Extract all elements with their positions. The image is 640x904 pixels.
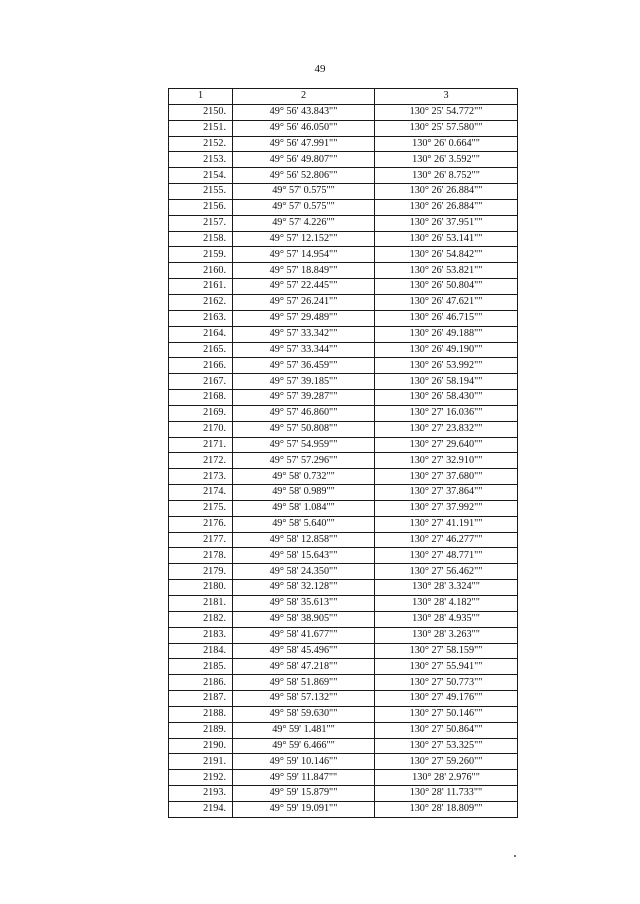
table-row: [169, 469, 518, 485]
longitude-cell: 130° 26' 58.430"": [375, 390, 518, 406]
row-number-cell: 2173.: [169, 469, 233, 485]
table-row: [169, 643, 518, 659]
table-row: [169, 279, 518, 295]
table-row: [169, 754, 518, 770]
row-number-cell: 2150.: [169, 104, 233, 120]
latitude-cell: 49° 58' 0.732"": [233, 469, 375, 485]
longitude-cell: 130° 27' 37.992"": [375, 500, 518, 516]
table-row: [169, 516, 518, 532]
longitude-cell: 130° 28' 18.809"": [375, 801, 518, 817]
row-number-cell: 2194.: [169, 801, 233, 817]
latitude-cell: 49° 57' 57.296"": [233, 453, 375, 469]
latitude-cell: 49° 57' 50.808"": [233, 421, 375, 437]
latitude-cell: 49° 59' 1.481"": [233, 722, 375, 738]
latitude-cell: 49° 57' 36.459"": [233, 358, 375, 374]
longitude-cell: 130° 26' 37.951"": [375, 215, 518, 231]
table-row: [169, 453, 518, 469]
table-row: [169, 184, 518, 200]
row-number-cell: 2160.: [169, 263, 233, 279]
row-number-cell: 2178.: [169, 548, 233, 564]
longitude-cell: 130° 28' 4.182"": [375, 596, 518, 612]
latitude-cell: 49° 57' 12.152"": [233, 231, 375, 247]
row-number-cell: 2154.: [169, 168, 233, 184]
longitude-cell: 130° 26' 46.715"": [375, 310, 518, 326]
longitude-cell: 130° 27' 32.910"": [375, 453, 518, 469]
latitude-cell: 49° 57' 18.849"": [233, 263, 375, 279]
row-number-cell: 2192.: [169, 770, 233, 786]
latitude-cell: 49° 58' 1.084"": [233, 500, 375, 516]
longitude-cell: 130° 26' 0.664"": [375, 136, 518, 152]
row-number-cell: 2159.: [169, 247, 233, 263]
table-row: [169, 675, 518, 691]
latitude-cell: 49° 56' 47.991"": [233, 136, 375, 152]
longitude-cell: 130° 27' 50.146"": [375, 706, 518, 722]
row-number-cell: 2166.: [169, 358, 233, 374]
row-number-cell: 2176.: [169, 516, 233, 532]
latitude-cell: 49° 58' 41.677"": [233, 627, 375, 643]
table-body: [169, 104, 518, 817]
row-number-cell: 2186.: [169, 675, 233, 691]
latitude-cell: 49° 58' 57.132"": [233, 691, 375, 707]
longitude-cell: 130° 27' 59.260"": [375, 754, 518, 770]
row-number-cell: 2184.: [169, 643, 233, 659]
latitude-cell: 49° 56' 52.806"": [233, 168, 375, 184]
latitude-cell: 49° 56' 43.843"": [233, 104, 375, 120]
row-number-cell: 2183.: [169, 627, 233, 643]
row-number-cell: 2174.: [169, 485, 233, 501]
row-number-cell: 2151.: [169, 120, 233, 136]
latitude-cell: 49° 58' 12.858"": [233, 532, 375, 548]
table-row: [169, 532, 518, 548]
row-number-cell: 2172.: [169, 453, 233, 469]
longitude-cell: 130° 27' 16.036"": [375, 405, 518, 421]
row-number-cell: 2193.: [169, 786, 233, 802]
longitude-cell: 130° 27' 29.640"": [375, 437, 518, 453]
table-row: [169, 152, 518, 168]
table-row: [169, 596, 518, 612]
table-row: [169, 500, 518, 516]
latitude-cell: 49° 57' 4.226"": [233, 215, 375, 231]
row-number-cell: 2189.: [169, 722, 233, 738]
row-number-cell: 2188.: [169, 706, 233, 722]
longitude-cell: 130° 27' 37.680"": [375, 469, 518, 485]
longitude-cell: 130° 27' 37.864"": [375, 485, 518, 501]
table-row: [169, 659, 518, 675]
longitude-cell: 130° 27' 53.325"": [375, 738, 518, 754]
latitude-cell: 49° 58' 38.905"": [233, 611, 375, 627]
row-number-cell: 2175.: [169, 500, 233, 516]
latitude-cell: 49° 59' 6.466"": [233, 738, 375, 754]
row-number-cell: 2179.: [169, 564, 233, 580]
longitude-cell: 130° 28' 11.733"": [375, 786, 518, 802]
longitude-cell: 130° 27' 46.277"": [375, 532, 518, 548]
latitude-cell: 49° 57' 0.575"": [233, 184, 375, 200]
latitude-cell: 49° 59' 15.879"": [233, 786, 375, 802]
latitude-cell: 49° 57' 46.860"": [233, 405, 375, 421]
longitude-cell: 130° 27' 23.832"": [375, 421, 518, 437]
table-row: [169, 104, 518, 120]
latitude-cell: 49° 57' 22.445"": [233, 279, 375, 295]
row-number-cell: 2164.: [169, 326, 233, 342]
table-row: [169, 437, 518, 453]
table-row: [169, 722, 518, 738]
longitude-cell: 130° 27' 48.771"": [375, 548, 518, 564]
latitude-cell: 49° 57' 26.241"": [233, 294, 375, 310]
table-row: [169, 485, 518, 501]
table-row: [169, 310, 518, 326]
table-row: [169, 691, 518, 707]
longitude-cell: 130° 27' 55.941"": [375, 659, 518, 675]
table-row: [169, 390, 518, 406]
latitude-cell: 49° 58' 32.128"": [233, 580, 375, 596]
latitude-cell: 49° 58' 45.496"": [233, 643, 375, 659]
table-row: [169, 421, 518, 437]
row-number-cell: 2167.: [169, 374, 233, 390]
longitude-cell: 130° 26' 26.884"": [375, 199, 518, 215]
table-header-row: [169, 89, 518, 105]
row-number-cell: 2156.: [169, 199, 233, 215]
latitude-cell: 49° 58' 59.630"": [233, 706, 375, 722]
table-row: [169, 136, 518, 152]
latitude-cell: 49° 56' 46.050"": [233, 120, 375, 136]
row-number-cell: 2161.: [169, 279, 233, 295]
column-header-number: 1: [169, 89, 233, 105]
longitude-cell: 130° 27' 49.176"": [375, 691, 518, 707]
latitude-cell: 49° 57' 39.287"": [233, 390, 375, 406]
table-row: [169, 231, 518, 247]
row-number-cell: 2155.: [169, 184, 233, 200]
latitude-cell: 49° 57' 0.575"": [233, 199, 375, 215]
latitude-cell: 49° 58' 24.350"": [233, 564, 375, 580]
row-number-cell: 2190.: [169, 738, 233, 754]
longitude-cell: 130° 27' 50.773"": [375, 675, 518, 691]
table-row: [169, 770, 518, 786]
row-number-cell: 2153.: [169, 152, 233, 168]
longitude-cell: 130° 27' 50.864"": [375, 722, 518, 738]
latitude-cell: 49° 59' 10.146"": [233, 754, 375, 770]
table-row: [169, 120, 518, 136]
latitude-cell: 49° 58' 35.613"": [233, 596, 375, 612]
table-row: [169, 611, 518, 627]
latitude-cell: 49° 56' 49.807"": [233, 152, 375, 168]
longitude-cell: 130° 28' 3.324"": [375, 580, 518, 596]
latitude-cell: 49° 58' 47.218"": [233, 659, 375, 675]
row-number-cell: 2170.: [169, 421, 233, 437]
longitude-cell: 130° 26' 49.188"": [375, 326, 518, 342]
latitude-cell: 49° 58' 5.640"": [233, 516, 375, 532]
table-row: [169, 215, 518, 231]
longitude-cell: 130° 28' 3.263"": [375, 627, 518, 643]
row-number-cell: 2169.: [169, 405, 233, 421]
latitude-cell: 49° 58' 51.869"": [233, 675, 375, 691]
row-number-cell: 2152.: [169, 136, 233, 152]
row-number-cell: 2182.: [169, 611, 233, 627]
table-row: [169, 627, 518, 643]
row-number-cell: 2162.: [169, 294, 233, 310]
latitude-cell: 49° 58' 15.643"": [233, 548, 375, 564]
latitude-cell: 49° 57' 54.959"": [233, 437, 375, 453]
column-header-latitude: 2: [233, 89, 375, 105]
longitude-cell: 130° 26' 53.141"": [375, 231, 518, 247]
table-header: [169, 89, 518, 105]
longitude-cell: 130° 26' 49.190"": [375, 342, 518, 358]
latitude-cell: 49° 57' 39.185"": [233, 374, 375, 390]
row-number-cell: 2187.: [169, 691, 233, 707]
page-number: 49: [314, 63, 326, 75]
row-number-cell: 2185.: [169, 659, 233, 675]
table-row: [169, 326, 518, 342]
table-row: [169, 247, 518, 263]
latitude-cell: 49° 57' 29.489"": [233, 310, 375, 326]
latitude-cell: 49° 58' 0.989"": [233, 485, 375, 501]
column-header-longitude: 3: [375, 89, 518, 105]
longitude-cell: 130° 27' 58.159"": [375, 643, 518, 659]
table-row: [169, 786, 518, 802]
coordinates-table: [168, 88, 518, 818]
table-row: [169, 199, 518, 215]
table-row: [169, 294, 518, 310]
table-row: [169, 564, 518, 580]
table-row: [169, 405, 518, 421]
row-number-cell: 2177.: [169, 532, 233, 548]
table-row: [169, 580, 518, 596]
latitude-cell: 49° 57' 33.342"": [233, 326, 375, 342]
row-number-cell: 2191.: [169, 754, 233, 770]
latitude-cell: 49° 57' 14.954"": [233, 247, 375, 263]
table-row: [169, 738, 518, 754]
longitude-cell: 130° 26' 50.804"": [375, 279, 518, 295]
longitude-cell: 130° 25' 54.772"": [375, 104, 518, 120]
longitude-cell: 130° 26' 3.592"": [375, 152, 518, 168]
table-row: [169, 358, 518, 374]
row-number-cell: 2157.: [169, 215, 233, 231]
table-row: [169, 548, 518, 564]
longitude-cell: 130° 26' 53.992"": [375, 358, 518, 374]
row-number-cell: 2171.: [169, 437, 233, 453]
row-number-cell: 2168.: [169, 390, 233, 406]
row-number-cell: 2163.: [169, 310, 233, 326]
row-number-cell: 2181.: [169, 596, 233, 612]
table-row: [169, 706, 518, 722]
table-row: [169, 168, 518, 184]
longitude-cell: 130° 28' 2.976"": [375, 770, 518, 786]
row-number-cell: 2165.: [169, 342, 233, 358]
latitude-cell: 49° 57' 33.344"": [233, 342, 375, 358]
longitude-cell: 130° 27' 56.462"": [375, 564, 518, 580]
row-number-cell: 2180.: [169, 580, 233, 596]
longitude-cell: 130° 26' 26.884"": [375, 184, 518, 200]
scan-speck: [514, 855, 516, 857]
longitude-cell: 130° 28' 4.935"": [375, 611, 518, 627]
longitude-cell: 130° 26' 54.842"": [375, 247, 518, 263]
table-row: [169, 374, 518, 390]
latitude-cell: 49° 59' 11.847"": [233, 770, 375, 786]
longitude-cell: 130° 25' 57.580"": [375, 120, 518, 136]
table-row: [169, 342, 518, 358]
longitude-cell: 130° 27' 41.191"": [375, 516, 518, 532]
longitude-cell: 130° 26' 8.752"": [375, 168, 518, 184]
table-row: [169, 263, 518, 279]
longitude-cell: 130° 26' 47.621"": [375, 294, 518, 310]
longitude-cell: 130° 26' 58.194"": [375, 374, 518, 390]
latitude-cell: 49° 59' 19.091"": [233, 801, 375, 817]
row-number-cell: 2158.: [169, 231, 233, 247]
table-row: [169, 801, 518, 817]
longitude-cell: 130° 26' 53.821"": [375, 263, 518, 279]
